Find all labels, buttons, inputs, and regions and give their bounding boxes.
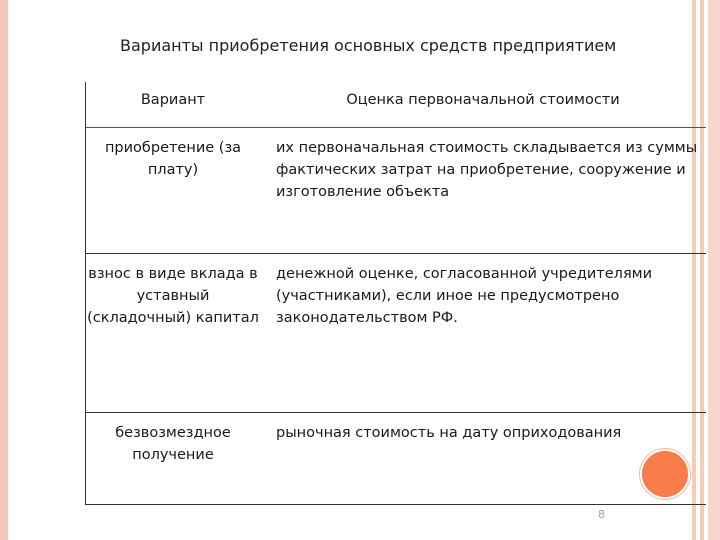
- page-number: 8: [598, 508, 605, 521]
- column-header-evaluation: Оценка первоначальной стоимости: [346, 92, 620, 108]
- variant-cell: безвозмездное получение: [86, 413, 261, 505]
- variant-cell: взнос в виде вклада в уставный (складочный) капитал: [86, 254, 261, 413]
- evaluation-cell: денежной оценке, согласованной учредителями (участниками), если иное не предусмотрено законодательством РФ.: [276, 266, 653, 326]
- right-border-stripe: [708, 0, 720, 540]
- left-border-decoration: [0, 0, 8, 540]
- variant-cell: приобретение (за плату): [86, 128, 261, 254]
- evaluation-cell: их первоначальная стоимость складывается из суммы фактических затрат на приобретение, сооружение и изготовление объекта: [276, 140, 698, 200]
- column-header-variant: Вариант: [86, 82, 261, 128]
- table-row: [86, 413, 707, 505]
- table-header-row: [86, 82, 707, 128]
- orange-circle-decoration: [640, 449, 690, 499]
- acquisition-table: [85, 82, 706, 505]
- table-row: [86, 128, 707, 254]
- table-row: [86, 254, 707, 413]
- evaluation-cell: рыночная стоимость на дату оприходования: [276, 425, 622, 441]
- slide-title: Варианты приобретения основных средств предприятием: [120, 36, 617, 55]
